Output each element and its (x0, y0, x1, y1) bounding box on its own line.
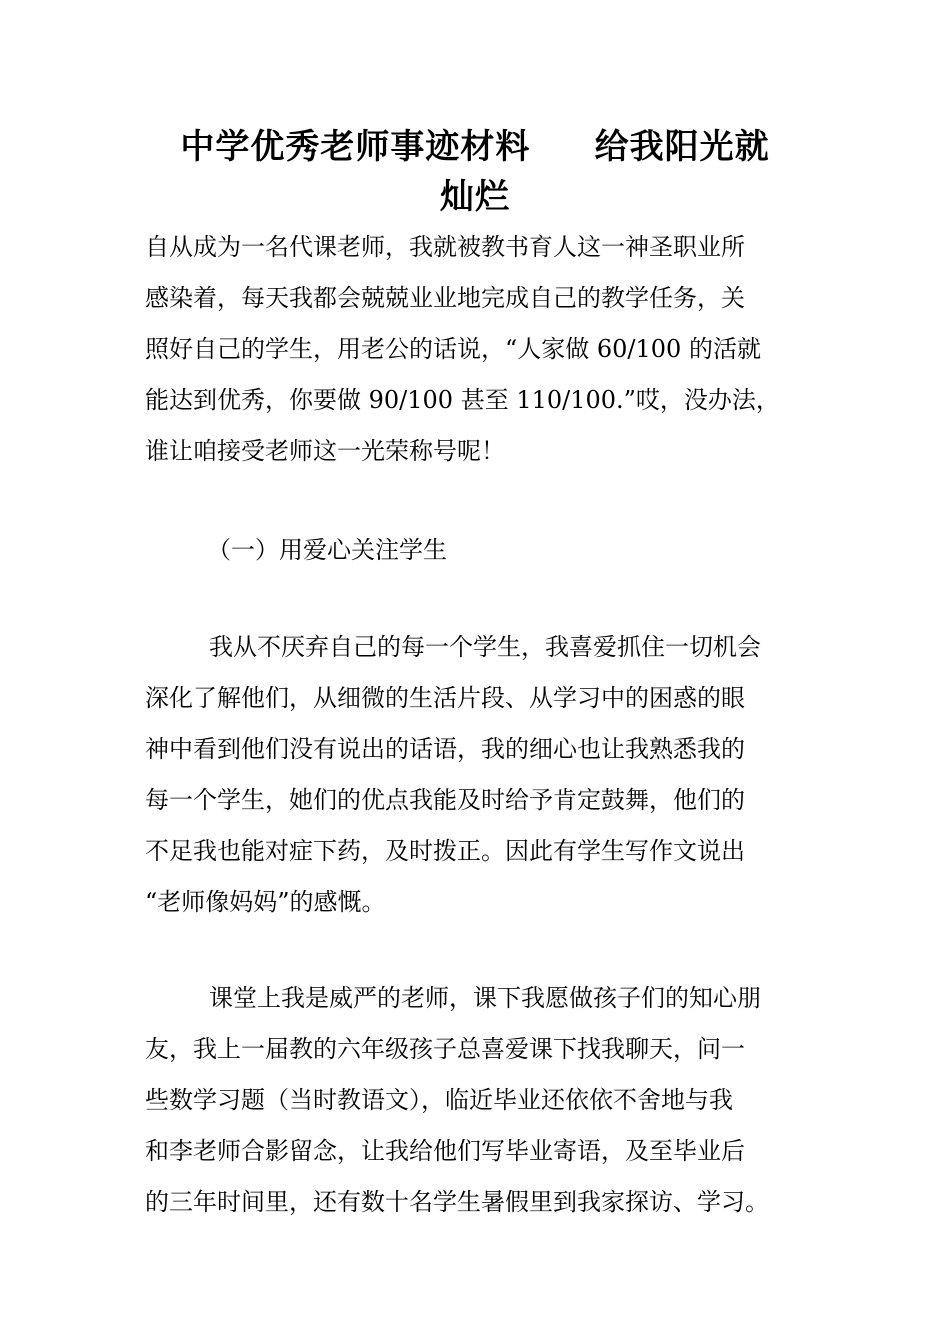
document-title (145, 122, 805, 222)
paragraph-love (145, 622, 807, 928)
text-line: 我从不厌弃自己的每一个学生，我喜爱抓住一切机会 (209, 633, 761, 661)
text-line: 每一个学生，她们的优点我能及时给予肯定鼓舞，他们的 (145, 786, 745, 814)
text-line: 神中看到他们没有说出的话语，我的细心也让我熟悉我的 (145, 735, 745, 763)
text-line: 和李老师合影留念，让我给他们写毕业寄语，及至毕业后 (145, 1137, 745, 1165)
text-line: 谁让咱接受老师这一光荣称号呢！ (145, 437, 505, 465)
text-line: 能达到优秀，你要做 90/100 甚至 110/100.”哎，没办法， (145, 386, 780, 414)
text-line: 自从成为一名代课老师，我就被教书育人这一神圣职业所 (145, 233, 745, 261)
text-line: 感染着，每天我都会兢兢业业地完成自己的教学任务，关 (145, 284, 745, 312)
text-line: 深化了解他们，从细微的生活片段、从学习中的困惑的眼 (145, 684, 745, 712)
text-line: 照好自己的学生，用老公的话说，“人家做 60/100 的活就 (145, 335, 761, 363)
text-line: 友，我上一届教的六年级孩子总喜爱课下找我聊天，问一 (145, 1035, 745, 1063)
section-heading: （一）用爱心关注学生 (207, 536, 447, 564)
text-line: 课堂上我是威严的老师，课下我愿做孩子们的知心朋 (209, 984, 761, 1012)
text-line: 不足我也能对症下药，及时拨正。因此有学生写作文说出 (145, 837, 745, 865)
paragraph-classroom (145, 973, 807, 1228)
title-line-2: 灿烂 (440, 177, 510, 217)
text-line: 的三年时间里，还有数十名学生暑假里到我家探访、学习。 (145, 1188, 769, 1216)
title-line-1: 中学优秀老师事迹材料 给我阳光就 (180, 127, 770, 167)
text-line: 些数学习题（当时教语文），临近毕业还依依不舍地与我 (145, 1086, 733, 1114)
paragraph-intro (145, 222, 807, 477)
text-line: “老师像妈妈”的感慨。 (145, 888, 386, 916)
